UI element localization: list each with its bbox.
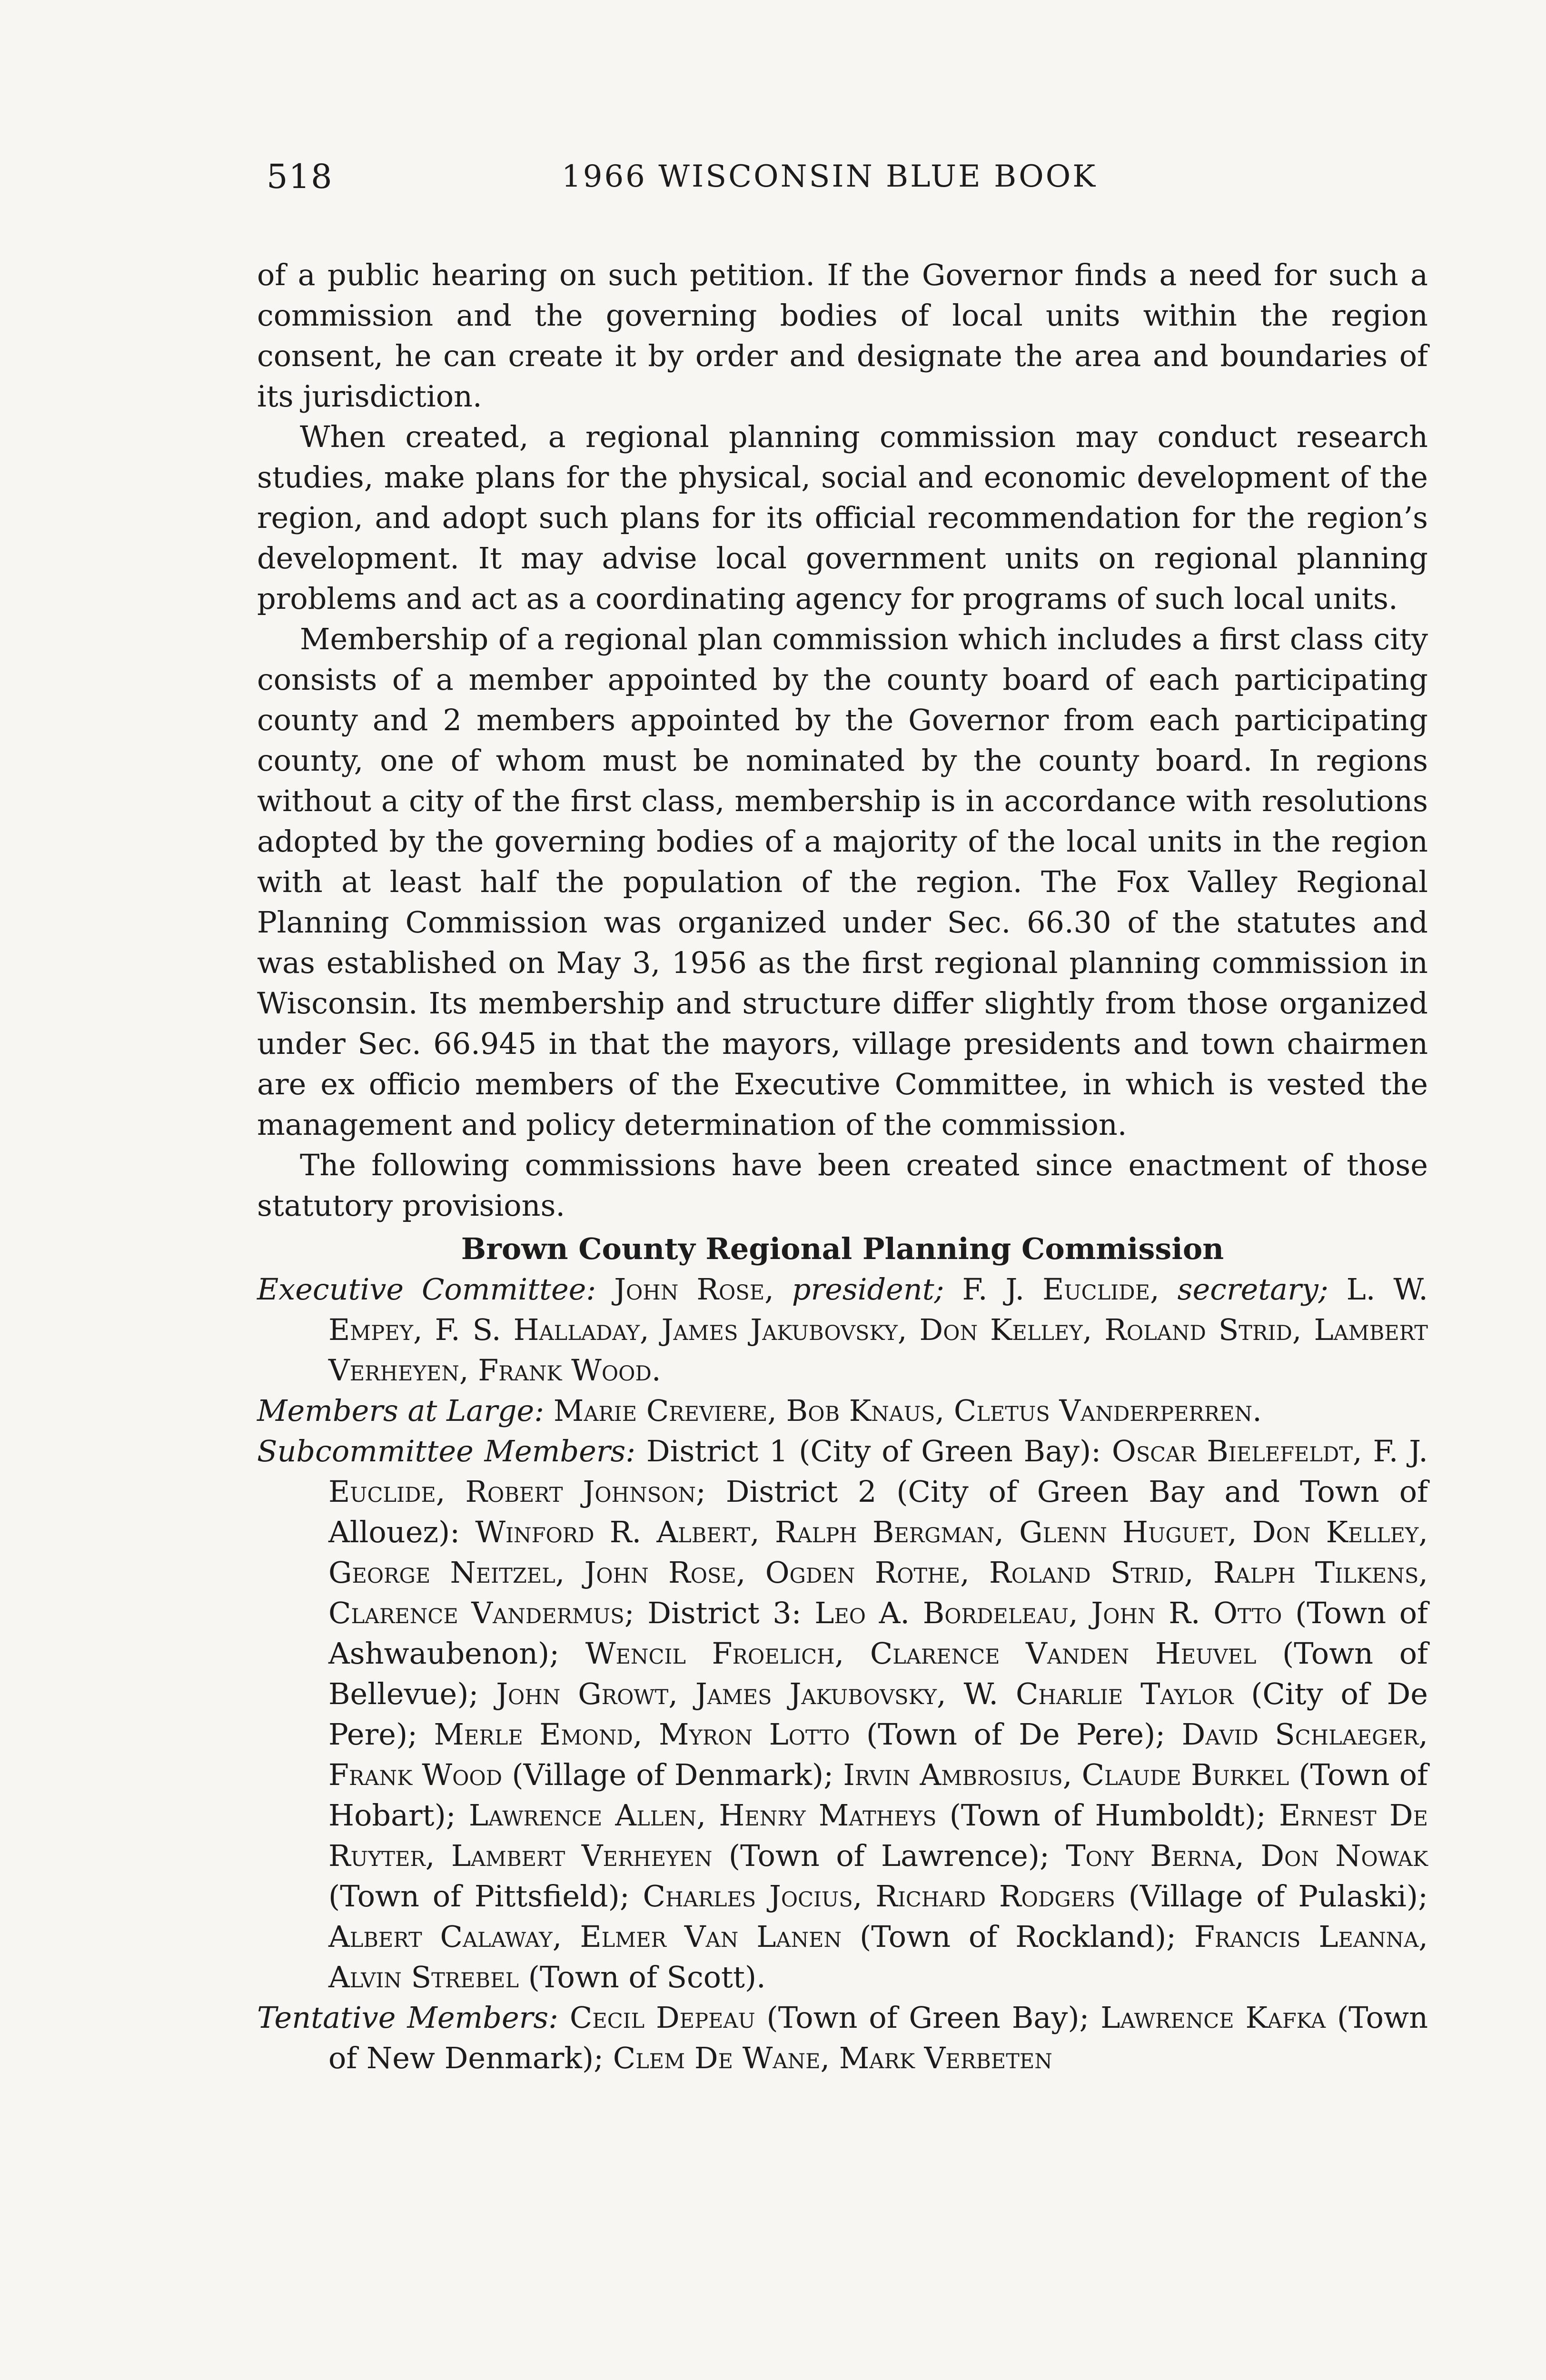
member-names: John Growt, James Jakubovsky, W. Charlie Taylor [496, 1676, 1234, 1711]
members-at-large-names: Marie Creviere, Bob Knaus, Cletus Vanderperren. [553, 1393, 1262, 1428]
secretary-role: secretary; [1177, 1272, 1328, 1307]
executive-committee-label: Executive Committee: [257, 1272, 596, 1307]
paragraph-continuation: of a public hearing on such petition. If the Governor finds a need for such a commission and the governing bodies of local units within the region consent, he can create it by order and designate the area and boundaries of its jurisdiction. [257, 258, 1428, 414]
members-at-large-entry [257, 1390, 1428, 1431]
subcommittee-label: Subcommittee Members: [257, 1434, 636, 1468]
member-names: Cecil Depeau [569, 2000, 755, 2035]
member-names: Lawrence Allen, Henry Matheys [468, 1798, 937, 1833]
subcommittee-entry [257, 1431, 1428, 1997]
member-names: Lawrence Kafka [1100, 2000, 1326, 2035]
member-district-text: (Town of Lawrence); [712, 1838, 1066, 1873]
book-title: 1966 WISCONSIN BLUE BOOK [562, 159, 1098, 194]
member-names: Wencil Froelich, Clarence Vanden Heuvel [585, 1636, 1257, 1671]
member-names: Oscar Bielefeldt, F. J. Euclide, Robert Johnson [328, 1434, 1428, 1509]
member-district-text: (Town of Green Bay); [755, 2000, 1101, 2035]
commission-heading: Brown County Regional Planning Commission [461, 1231, 1224, 1266]
member-district-text: (Village of Pulaski); [1115, 1879, 1428, 1914]
president-role: president; [792, 1272, 944, 1307]
executive-committee-entry [257, 1269, 1428, 1390]
paragraph-commission-powers: When created, a regional planning commission may conduct research studies, make plans for the physical, social and economic development of the region, and adopt such plans for its official recommendation for the region’s development. It may advise local government units on regional planning problems and act as a coordinating agency for programs of such local units. [257, 419, 1428, 616]
member-district-text: (Town of New Denmark); [328, 2000, 1428, 2075]
paragraph-commissions-intro: The following commissions have been created since enactment of those statutory provisions. [257, 1148, 1428, 1223]
member-district-text: ; District 3: [624, 1596, 815, 1630]
member-district-text: (Town of Bellevue); [328, 1636, 1428, 1711]
tentative-members-entry [257, 1997, 1428, 2078]
tentative-members-label: Tentative Members: [257, 2000, 559, 2035]
subcommittee-members [328, 1434, 1428, 1994]
secretary-name: F. J. Euclide, [962, 1272, 1160, 1307]
member-names: David Schlaeger, Frank Wood [328, 1717, 1428, 1792]
body-text [257, 255, 1428, 2078]
member-names: Merle Emond, Myron Lotto [434, 1717, 850, 1752]
paragraph-membership: Membership of a regional plan commission which includes a first class city consists of a member appointed by the county board of each participating county and 2 members appointed by the Governor from each participating county, one of whom must be nominated by the county board. In regions without a city of the first class, membership is in accordance with resolutions adopted by the governing bodies of a majority of the local units in the region with at least half the population of the region. The Fox Valley Regional Planning Commission was organized under Sec. 66.30 of the statutes and was established on May 3, 1956 as the first regional planning commission in Wisconsin. Its membership and structure differ slightly from those organized under Sec. 66.945 in that the mayors, village presidents and town chairmen are ex officio members of the Executive Committee, in which is vested the management and policy determination of the commission. [257, 622, 1428, 1142]
member-district-text: (Town of Scott). [519, 1960, 766, 1994]
member-names: Clem De Wane, Mark Verbeten [613, 2041, 1052, 2075]
member-names: Tony Berna, Don Nowak [1066, 1838, 1428, 1873]
executive-members: L. W. Empey, F. S. Halladay, James Jakubovsky, Don Kelley, Roland Strid, Lambert Verheyen, Frank Wood. [328, 1272, 1428, 1388]
running-head [267, 157, 1409, 205]
member-district-text: (Town of Rockland); [842, 1919, 1195, 1954]
member-names: Irvin Ambrosius, Claude Burkel [843, 1757, 1289, 1792]
member-district-text: (Village of Denmark); [502, 1757, 843, 1792]
member-district-text: (Town of Humboldt); [936, 1798, 1279, 1833]
member-names: Francis Leanna, Alvin Strebel [328, 1919, 1428, 1994]
member-names: Charles Jocius, Richard Rodgers [643, 1879, 1115, 1914]
member-district-text: (City of De Pere); [328, 1676, 1428, 1752]
member-names: Albert Calaway, Elmer Van Lanen [328, 1919, 842, 1954]
member-district-text: (Town of Pittsfield); [328, 1879, 643, 1914]
member-district-text: (Town of Hobart); [328, 1757, 1428, 1833]
member-district-text: District 1 (City of Green Bay): [646, 1434, 1112, 1468]
member-names: Ernest De Ruyter, Lambert Verheyen [328, 1798, 1428, 1873]
members-at-large-label: Members at Large: [257, 1393, 545, 1428]
president-name: John Rose, [614, 1272, 774, 1307]
member-district-text: (Town of De Pere); [850, 1717, 1182, 1752]
member-names: Winford R. Albert, Ralph Bergman, Glenn Huguet, Don Kelley, George Neitzel, John Rose, Ogden Rothe, Roland Strid, Ralph Tilkens, Clarence Vandermus [328, 1515, 1428, 1630]
member-district-text: (Town of Ashwaubenon); [328, 1596, 1428, 1671]
page-number: 518 [267, 157, 333, 196]
member-names: Leo A. Bordeleau, John R. Otto [814, 1596, 1282, 1630]
member-district-text: ; District 2 (City of Green Bay and Town of Allouez): [328, 1474, 1428, 1549]
